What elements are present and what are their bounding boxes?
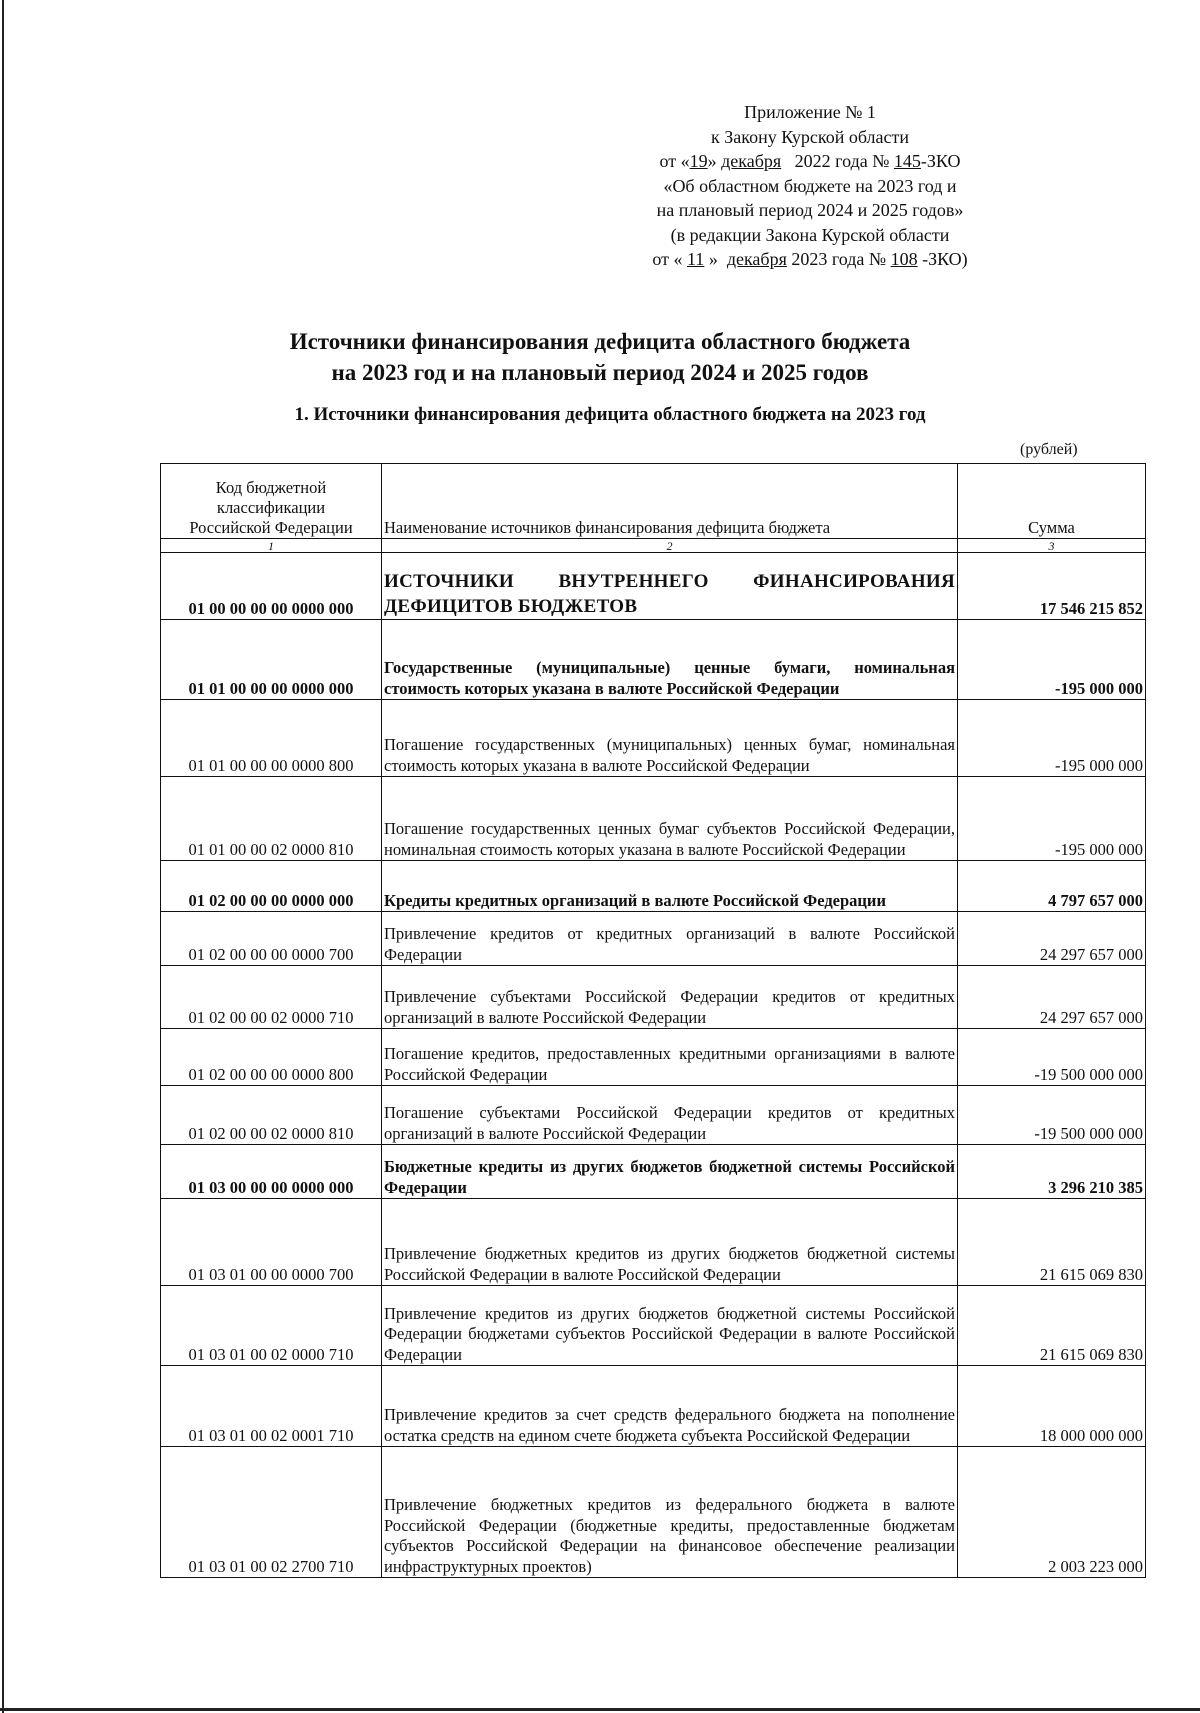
row-name: Привлечение кредитов из других бюджетов бюджетной системы Российской Федерации бюджетами субъектов Российской Федерации в валюте Российской Федерации [382,1286,958,1366]
appendix-line-1: Приложение № 1 [744,102,876,122]
row-name: Погашение кредитов, предоставленных кредитными организациями в валюте Российской Федерации [382,1029,958,1086]
table-row [161,1199,1146,1286]
table-header-row [161,464,1146,539]
table-row [161,1366,1146,1447]
appendix-line-3-year: 2022 года № [781,151,894,171]
row-sum: -19 500 000 000 [958,1029,1146,1086]
table-row [161,1145,1146,1199]
column-number-2: 2 [382,539,958,553]
document-title [180,326,1020,388]
appendix-line-7-day: 11 [686,249,705,269]
header-code-line-3: Российской Федерации [189,518,353,537]
row-code: 01 01 00 00 02 0000 810 [161,777,382,861]
row-sum: 2 003 223 000 [958,1447,1146,1578]
row-code: 01 01 00 00 00 0000 000 [161,620,382,700]
header-code-line-2: классификации [216,498,326,517]
row-code: 01 03 00 00 00 0000 000 [161,1145,382,1199]
row-code: 01 02 00 00 02 0000 810 [161,1086,382,1145]
row-code: 01 03 01 00 02 0000 710 [161,1286,382,1366]
row-code: 01 01 00 00 00 0000 800 [161,700,382,777]
row-sum: -19 500 000 000 [958,1086,1146,1145]
table-row [161,700,1146,777]
row-name: Привлечение бюджетных кредитов из федерального бюджета в валюте Российской Федерации (бюджетные кредиты, предоставленные бюджетам субъектов Российской Федерации на финансовое обеспечение реализации инфраструктурных проектов) [382,1447,958,1578]
table-row [161,1029,1146,1086]
table-row [161,620,1146,700]
appendix-line-3-month: декабря [721,151,782,171]
appendix-line-3-day: 19 [689,151,708,171]
row-name: Привлечение субъектами Российской Федерации кредитов от кредитных организаций в валюте Российской Федерации [382,966,958,1029]
appendix-line-7-mid: » [704,249,727,269]
appendix-line-3-mid: » [707,151,722,171]
row-name: Привлечение бюджетных кредитов из других бюджетов бюджетной системы Российской Федерации в валюте Российской Федерации [382,1199,958,1286]
table-row [161,1447,1146,1578]
header-name: Наименование источников финансирования дефицита бюджета [382,464,958,539]
appendix-line-3-suffix: -ЗКО [920,151,961,171]
row-code: 01 03 01 00 02 0001 710 [161,1366,382,1447]
row-sum: 18 000 000 000 [958,1366,1146,1447]
section-subtitle: 1. Источники финансирования дефицита областного бюджета на 2023 год [294,404,926,425]
row-name: Погашение субъектами Российской Федерации кредитов от кредитных организаций в валюте Российской Федерации [382,1086,958,1145]
units-label: (рублей) [1020,441,1078,458]
appendix-line-3 [560,149,1060,174]
row-code: 01 02 00 00 00 0000 800 [161,1029,382,1086]
document-title-line-2: на 2023 год и на плановый период 2024 и 2025 годов [331,360,869,385]
table-row [161,1286,1146,1366]
row-name: Погашение государственных ценных бумаг субъектов Российской Федерации, номинальная стоимость которых указана в валюте Российской Федерации [382,777,958,861]
row-sum: -195 000 000 [958,620,1146,700]
document-title-line-1: Источники финансирования дефицита областного бюджета [289,329,911,354]
appendix-line-7-prefix: от « [652,249,687,269]
row-name: Бюджетные кредиты из других бюджетов бюджетной системы Российской Федерации [382,1145,958,1199]
table-row [161,777,1146,861]
column-number-3: 3 [958,539,1146,553]
appendix-line-7-month: декабря [726,249,787,269]
row-code: 01 02 00 00 00 0000 700 [161,912,382,966]
row-code: 01 03 01 00 00 0000 700 [161,1199,382,1286]
row-code: 01 02 00 00 02 0000 710 [161,966,382,1029]
header-sum: Сумма [958,464,1146,539]
table-row [161,1086,1146,1145]
row-sum: 24 297 657 000 [958,912,1146,966]
financing-sources-table [160,463,1146,1578]
row-name: Кредиты кредитных организаций в валюте Российской Федерации [382,861,958,912]
row-name: Привлечение кредитов за счет средств федерального бюджета на пополнение остатка средств на едином счете бюджета субъекта Российской Федерации [382,1366,958,1447]
appendix-line-2: к Закону Курской области [711,126,909,147]
column-number-row [161,539,1146,553]
table-row [161,861,1146,912]
column-number-1: 1 [161,539,382,553]
table-row [161,912,1146,966]
appendix-line-7-number: 108 [890,249,918,269]
appendix-line-5: на плановый период 2024 и 2025 годов» [656,200,964,220]
appendix-line-7-year: 2023 года № [786,249,891,269]
appendix-header [560,100,1060,272]
row-sum: 17 546 215 852 [958,553,1146,620]
appendix-line-3-number: 145 [893,151,921,171]
row-sum: 21 615 069 830 [958,1286,1146,1366]
row-sum: 3 296 210 385 [958,1145,1146,1199]
row-name: ИСТОЧНИКИ ВНУТРЕННЕГО ФИНАНСИРОВАНИЯ ДЕФИЦИТОВ БЮДЖЕТОВ [382,553,958,620]
row-name: Погашение государственных (муниципальных) ценных бумаг, номинальная стоимость которых указана в валюте Российской Федерации [382,700,958,777]
row-sum: -195 000 000 [958,700,1146,777]
table-row [161,966,1146,1029]
row-code: 01 03 01 00 02 2700 710 [161,1447,382,1578]
row-sum: -195 000 000 [958,777,1146,861]
row-name: Государственные (муниципальные) ценные бумаги, номинальная стоимость которых указана в валюте Российской Федерации [382,620,958,700]
row-sum: 21 615 069 830 [958,1199,1146,1286]
row-sum: 4 797 657 000 [958,861,1146,912]
row-name: Привлечение кредитов от кредитных организаций в валюте Российской Федерации [382,912,958,966]
appendix-line-4: «Об областном бюджете на 2023 год и [663,175,957,196]
header-code-line-1: Код бюджетной [215,478,327,497]
appendix-line-7-suffix: -ЗКО) [917,249,968,269]
row-code: 01 00 00 00 00 0000 000 [161,553,382,620]
appendix-line-7 [560,247,1060,272]
scan-bottom-edge [0,1708,1200,1711]
row-code: 01 02 00 00 00 0000 000 [161,861,382,912]
appendix-line-6: (в редакции Закона Курской области [670,224,950,245]
header-code [161,464,382,539]
row-sum: 24 297 657 000 [958,966,1146,1029]
table-row [161,553,1146,620]
appendix-line-3-prefix: от « [659,151,690,171]
scan-left-edge [2,0,4,1713]
